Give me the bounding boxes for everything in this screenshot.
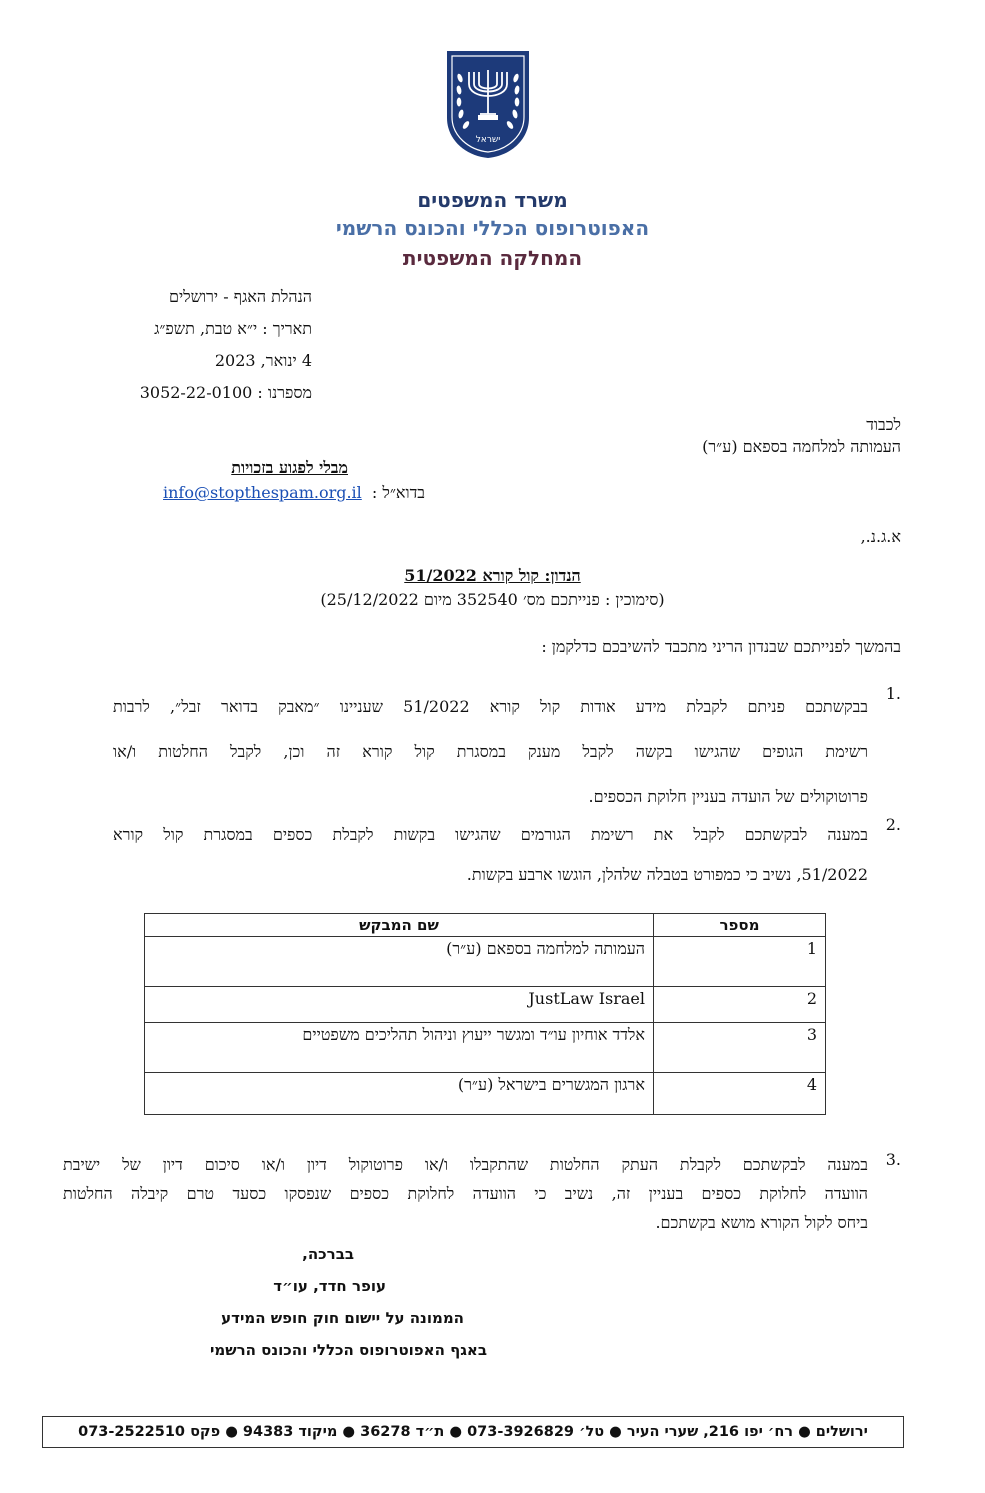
emblem-text: ישראל	[475, 135, 501, 145]
table-row	[145, 937, 826, 987]
cell-number: 2	[654, 987, 826, 1023]
salutation: לכבוד	[866, 415, 901, 434]
paragraph-1-line: פרוטוקולים של הועדה בעניין חלוקת הכספים.	[588, 787, 868, 806]
gregorian-date: 4 ינואר, 2023	[214, 351, 312, 370]
cell-name: ארגון המגשרים בישראל (ע״ר)	[145, 1073, 654, 1115]
table-row	[145, 1073, 826, 1115]
paragraph-2-number: 2.	[885, 815, 901, 834]
division-name: המחלקה המשפטית	[402, 246, 583, 270]
email-label: בדוא״ל :	[371, 483, 425, 502]
requests-table	[144, 913, 826, 1115]
department-name: האפוטרופוס הכללי והכונס הרשמי	[335, 216, 650, 240]
column-header-name: שם המבקש	[145, 914, 654, 937]
hebrew-date: תאריך : י״א טבת, תשפ״ג	[154, 319, 312, 338]
paragraph-3-line: הוועדה לחלוקת כספים בעניין זה, נשיב כי הוועדה לחלוקת כספים שנפסקו כסעד טרם קיבלה החלטות	[63, 1184, 868, 1203]
cell-name: JustLaw Israel	[145, 987, 654, 1023]
cell-name: העמותה למלחמה בספאם (ע״ר)	[145, 937, 654, 987]
paragraph-2-line: 51/2022, נשיב כי כמפורט בטבלה שלהלן, הוגשו ארבע בקשות.	[466, 865, 868, 884]
subject-reference: (סימוכין : פנייתכם מס׳ 352540 מיום 25/12/2022)	[320, 590, 665, 609]
intro-text: בהמשך לפנייתכם שבנדון הריני מתכבד להשיבכם כדלקמן :	[541, 637, 901, 656]
column-header-number: מספר	[654, 914, 826, 937]
signature-closing: בברכה,	[302, 1245, 354, 1263]
cell-number: 1	[654, 937, 826, 987]
paragraph-3-line: במענה לבקשתכם לקבלת העתק החלטות שהתקבלו ו/או פרוטוקול דיון ו/או סיכום דיון של ישיבת	[63, 1155, 868, 1174]
ministry-name: משרד המשפטים	[417, 188, 568, 212]
state-emblem-logo	[444, 48, 532, 160]
recipient-name: העמותה למלחמה בספאם (ע״ר)	[702, 437, 901, 456]
paragraph-3-number: 3.	[885, 1150, 901, 1169]
greeting: א.ג.נ.,	[860, 527, 901, 546]
cell-number: 3	[654, 1023, 826, 1073]
cell-number: 4	[654, 1073, 826, 1115]
table-header-row	[145, 914, 826, 937]
paragraph-1	[113, 684, 868, 819]
subject-title: הנדון: קול קורא 51/2022	[404, 566, 581, 585]
confidential-note: מבלי לפגוע בזכויות	[231, 458, 348, 477]
paragraph-2-line: במענה לבקשתכם לקבל את רשימת הגורמים שהגישו בקשות לקבלת כספים במסגרת קול קורא	[113, 825, 868, 844]
signature-unit: באגף האפוטרופוס הכללי והכונס הרשמי	[209, 1341, 487, 1359]
paragraph-1-line: בבקשתכם פניתם לקבלת מידע אודות קול קורא 51/2022 שעניינו ״מאבק בדואר זבל״, לרבות	[113, 697, 869, 716]
paragraph-3	[63, 1150, 868, 1237]
signature-name: עופר חדד, עו״ד	[273, 1277, 386, 1295]
email-link[interactable]: info@stopthespam.org.il	[163, 483, 362, 502]
paragraph-1-line: רשימת הגופים שהגישו בקשה לקבל מענק במסגרת קול קורא זה וכן, לקבל החלטות ו/או	[113, 742, 868, 761]
reference-number: מספרנו : 3052-22-0100	[139, 383, 312, 402]
paragraph-1-number: 1.	[885, 684, 901, 703]
table-row	[145, 987, 826, 1023]
signature-title: הממונה על יישום חוק חופש המידע	[221, 1309, 464, 1327]
branch-location: הנהלת האגף - ירושלים	[168, 287, 312, 306]
table-row	[145, 1023, 826, 1073]
paragraph-3-line: ביחס לקול הקורא מושא בקשתכם.	[655, 1213, 868, 1232]
footer-contact: ירושלים ● רח׳ יפו 216, שערי העיר ● טל׳ 073-3926829 ● ת״ד 36278 ● מיקוד 94383 ● פקס 073-2522510	[42, 1416, 904, 1448]
cell-name: אלדד אוחיון עו״ד ומגשר ייעוץ וניהול תהליכים משפטיים	[145, 1023, 654, 1073]
paragraph-2	[113, 815, 868, 895]
